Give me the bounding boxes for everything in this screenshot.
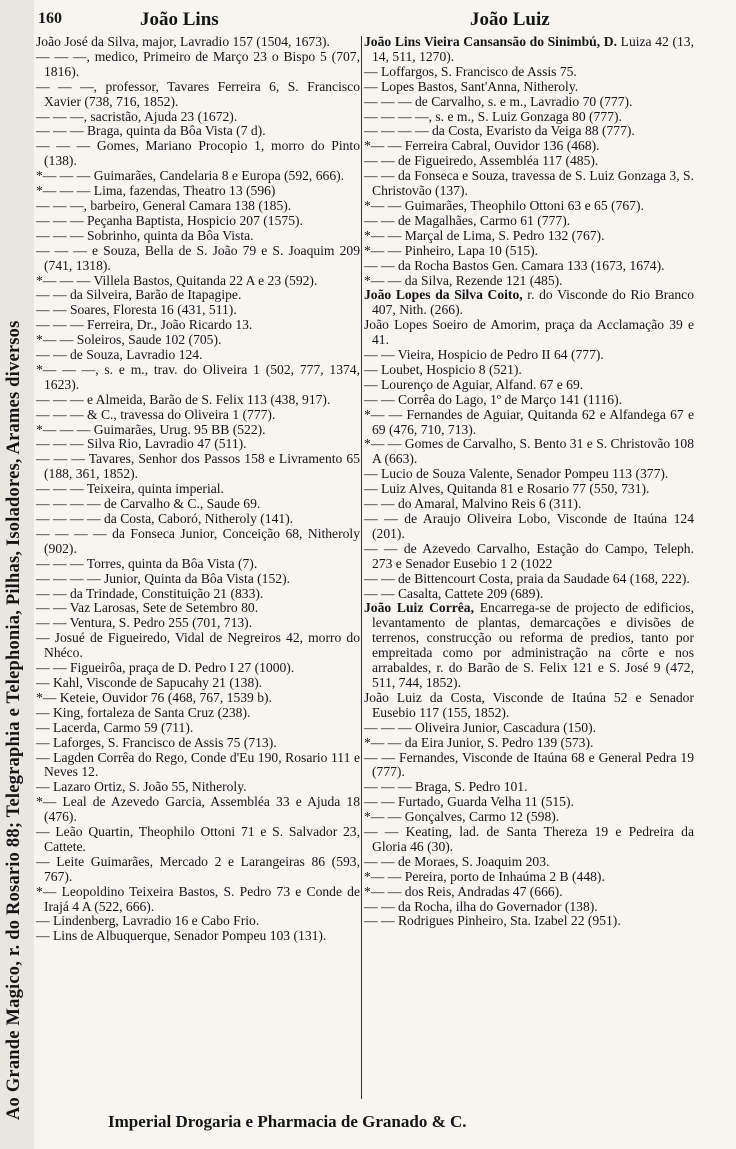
directory-entry: — — da Trindade, Constituição 21 (833). [36, 585, 264, 601]
directory-entry: — Leite Guimarães, Mercado 2 e Larangeiras 86 (593, 767). [36, 853, 360, 884]
directory-entry: — King, fortaleza de Santa Cruz (238). [36, 704, 251, 720]
directory-entry: João José da Silva, major, Lavradio 157 (1504, 1673). [36, 34, 330, 49]
directory-entry: — — da Fonseca e Souza, travessa de S. Luiz Gonzaga 3, S. Christovão (137). [364, 168, 694, 199]
directory-entry: — — Ventura, S. Pedro 255 (701, 713). [36, 615, 253, 631]
directory-entry: — — — Braga, quinta da Bôa Vista (7 d). [36, 123, 266, 139]
directory-entry: — — — — da Costa, Caboró, Nitheroly (141). [36, 511, 294, 526]
right-column [364, 35, 694, 929]
directory-entry: — — de Araujo Oliveira Lobo, Visconde de Itaúna 124 (201). [364, 511, 694, 541]
header-left-title: João Lins [140, 9, 219, 30]
directory-entry: *— — Fernandes de Aguiar, Quitanda 62 e Alfandega 67 e 69 (476, 710, 713). [364, 406, 694, 437]
directory-entry: João Luiz Corrêa, Encarrega-se de projecto de edificios, levantamento de plantas, demarcações e divisões de terrenos, construcção ou reforma de predios, tanto por empreitada como por administração na côrte e nos arrabaldes, r. do Barão de S. Felix 121 e S. José 9 (472, 511, 744, 1852). [364, 600, 694, 690]
directory-entry: — — — Torres, quinta da Bôa Vista (7). [36, 555, 258, 571]
side-ad-text: Ao Grande Magico, r. do Rosario 88; Telegraphia e Telephonia, Pilhas, Isoladores, Arames diversos [4, 320, 24, 1120]
directory-entry: — Laforges, S. Francisco de Assis 75 (713). [36, 734, 277, 750]
column-divider [361, 36, 362, 1099]
directory-entry: — — de Souza, Lavradio 124. [36, 347, 203, 363]
directory-entry: — — da Rocha Bastos Gen. Camara 133 (1673, 1674). [364, 257, 665, 273]
directory-entry: — Lourenço de Aguiar, Alfand. 67 e 69. [364, 376, 584, 392]
side-advertisement [0, 0, 34, 1149]
directory-entry: — — — Gomes, Mariano Procopio 1, morro do Pinto (138). [36, 138, 360, 169]
directory-entry: — — do Amaral, Malvino Reis 6 (311). [364, 496, 582, 512]
directory-entry: — — da Rocha, ilha do Governador (138). [364, 898, 598, 914]
directory-entry: *— — Guimarães, Theophilo Ottoni 63 e 65 (767). [364, 197, 644, 213]
directory-entry: — — de Azevedo Carvalho, Estação do Campo, Teleph. 273 e Senador Eusebio 1 2 (1022 [364, 540, 694, 571]
directory-entry: — Leão Quartin, Theophilo Ottoni 71 e S. Salvador 23, Cattete. [36, 824, 360, 854]
directory-entry: *— — Soleiros, Saude 102 (705). [36, 332, 222, 348]
directory-entry: — — —, professor, Tavares Ferreira 6, S. Francisco Xavier (738, 716, 1852). [36, 78, 360, 109]
directory-entry: — — — & C., travessa do Oliveira 1 (777). [36, 406, 276, 422]
directory-entry: *— — Pinheiro, Lapa 10 (515). [364, 242, 539, 258]
directory-entry: *— — — Lima, fazendas, Theatro 13 (596) [36, 183, 276, 199]
directory-entry: — — — e Souza, Bella de S. João 79 e S. Joaquim 209 (741, 1318). [36, 242, 360, 273]
directory-entry: — — — — da Costa, Evaristo da Veiga 88 (777). [364, 123, 635, 139]
directory-entry: — — — Braga, S. Pedro 101. [364, 779, 528, 795]
directory-entry: — Lins de Albuquerque, Senador Pompeu 103 (131). [36, 928, 327, 944]
footer-advertisement: Imperial Drogaria e Pharmacia de Granado & C. [108, 1112, 467, 1131]
directory-entry: João Lopes Soeiro de Amorim, praça da Acclamação 39 e 41. [364, 317, 694, 348]
directory-entry: *— Keteie, Ouvidor 76 (468, 767, 1539 b). [36, 689, 272, 705]
directory-entry: — — — Peçanha Baptista, Hospicio 207 (1575). [36, 212, 303, 228]
directory-entry: — — Figueirôa, praça de D. Pedro I 27 (1000). [36, 660, 295, 676]
directory-entry: *— — — Guimarães, Candelaria 8 e Europa (592, 666). [36, 168, 345, 184]
directory-entry: — — — Sobrinho, quinta da Bôa Vista. [36, 227, 254, 243]
directory-entry: *— — Gonçalves, Carmo 12 (598). [364, 809, 560, 825]
directory-entry: — — — Silva Rio, Lavradio 47 (511). [36, 436, 247, 452]
directory-entry: *— Leopoldino Teixeira Bastos, S. Pedro 73 e Conde de Irajá 4 A (522, 666). [36, 883, 360, 914]
directory-entry: — Loubet, Hospicio 8 (521). [364, 361, 522, 377]
directory-entry: — — de Bittencourt Costa, praia da Saudade 64 (168, 222). [364, 570, 690, 586]
directory-entry: *— — — Guimarães, Urug. 95 BB (522). [36, 421, 266, 437]
directory-entry: — Josué de Figueiredo, Vidal de Negreiros 42, morro do Nhéco. [36, 630, 360, 661]
directory-entry: *— — Gomes de Carvalho, S. Bento 31 e S. Christovão 108 A (663). [364, 436, 695, 467]
directory-entry: — — — Oliveira Junior, Cascadura (150). [364, 719, 597, 735]
directory-entry: — — — Ferreira, Dr., João Ricardo 13. [36, 317, 253, 333]
directory-entry: — — Vieira, Hospicio de Pedro II 64 (777). [364, 347, 604, 363]
directory-entry: — — Furtado, Guarda Velha 11 (515). [364, 794, 574, 810]
directory-entry: — Lagden Corrêa do Rego, Conde d'Eu 190, Rosario 111 e Neves 12. [36, 749, 360, 780]
directory-entry: *— — —, s. e m., trav. do Oliveira 1 (502, 777, 1374, 1623). [36, 361, 360, 392]
directory-entry: — Loffargos, S. Francisco de Assis 75. [364, 63, 577, 79]
directory-entry: — Lazaro Ortiz, S. João 55, Nitheroly. [36, 779, 247, 795]
directory-entry: — — Rodrigues Pinheiro, Sta. Izabel 22 (951). [364, 913, 621, 929]
directory-entry: — — de Magalhães, Carmo 61 (777). [364, 212, 571, 228]
directory-entry: — — Casalta, Cattete 209 (689). [364, 585, 544, 601]
page-number: 160 [38, 10, 62, 27]
directory-entry: *— — da Eira Junior, S. Pedro 139 (573). [364, 734, 594, 750]
directory-entry: — Lopes Bastos, Sant'Anna, Nitheroly. [364, 78, 579, 94]
directory-entry: — — de Figueiredo, Assembléa 117 (485). [364, 153, 599, 169]
directory-entry: — — Vaz Larosas, Sete de Setembro 80. [36, 600, 259, 616]
directory-entry: — Luiz Alves, Quitanda 81 e Rosario 77 (550, 731). [364, 481, 650, 497]
header-right-title: João Luiz [470, 9, 550, 30]
directory-entry: João Lins Vieira Cansansão do Sinimbú, D. Luiza 42 (13, 14, 511, 1270). [364, 34, 694, 64]
directory-entry: — — Fernandes, Visconde de Itaúna 68 e General Pedra 19 (777). [364, 749, 694, 780]
directory-entry: *— — dos Reis, Andradas 47 (666). [364, 883, 563, 899]
directory-entry: — — Soares, Floresta 16 (431, 511). [36, 302, 237, 318]
directory-entry: — — — Teixeira, quinta imperial. [36, 481, 224, 497]
directory-entry: — — — de Carvalho, s. e m., Lavradio 70 (777). [364, 93, 633, 109]
directory-entry: *— Leal de Azevedo Garcia, Assembléa 33 e Ajuda 18 (476). [36, 794, 360, 825]
directory-entry: — Lucio de Souza Valente, Senador Pompeu 113 (377). [364, 466, 669, 482]
directory-entry: *— — Pereira, porto de Inhaúma 2 B (448). [364, 868, 605, 884]
directory-entry: — — —, barbeiro, General Camara 138 (185). [36, 197, 292, 213]
directory-entry: — — Corrêa do Lago, 1º de Março 141 (1116). [364, 391, 623, 407]
directory-entry: João Luiz da Costa, Visconde de Itaúna 52 e Senador Eusebio 117 (155, 1852). [364, 689, 694, 720]
directory-entry: *— — Ferreira Cabral, Ouvidor 136 (468). [364, 138, 600, 154]
directory-entry: — — — — Junior, Quinta da Bôa Vista (152). [36, 570, 290, 586]
page-header [36, 8, 728, 32]
directory-entry: — — Keating, lad. de Santa Thereza 19 e Pedreira da Gloria 46 (30). [364, 824, 694, 854]
directory-entry: — — — —, s. e m., S. Luiz Gonzaga 80 (777). [364, 108, 622, 124]
directory-entry: — Lindenberg, Lavradio 16 e Cabo Frio. [36, 913, 260, 929]
directory-entry: — Lacerda, Carmo 59 (711). [36, 719, 194, 735]
directory-entry: — Kahl, Visconde de Sapucahy 21 (138). [36, 674, 263, 690]
directory-entry: João Lopes da Silva Coito, r. do Visconde do Rio Branco 407, Nith. (266). [364, 287, 694, 318]
directory-entry: — — —, medico, Primeiro de Março 23 o Bispo 5 (707, 1816). [36, 48, 360, 79]
left-column [36, 35, 360, 944]
directory-entry: — — de Moraes, S. Joaquim 203. [364, 853, 550, 869]
directory-entry: *— — Marçal de Lima, S. Pedro 132 (767). [364, 227, 605, 243]
directory-entry: — — — Tavares, Senhor dos Passos 158 e Livramento 65 (188, 361, 1852). [36, 451, 360, 482]
directory-entry: *— — da Silva, Rezende 121 (485). [364, 272, 563, 288]
directory-entry: — — da Silveira, Barão de Itapagipe. [36, 287, 242, 303]
directory-entry: *— — — Villela Bastos, Quitanda 22 A e 23 (592). [36, 272, 318, 288]
directory-entry: — — —, sacristão, Ajuda 23 (1672). [36, 108, 238, 124]
directory-entry: — — — — de Carvalho & C., Saude 69. [36, 496, 261, 512]
directory-entry: — — — — da Fonseca Junior, Conceição 68, Nitheroly (902). [36, 525, 360, 556]
directory-entry: — — — e Almeida, Barão de S. Felix 113 (438, 917). [36, 391, 331, 407]
